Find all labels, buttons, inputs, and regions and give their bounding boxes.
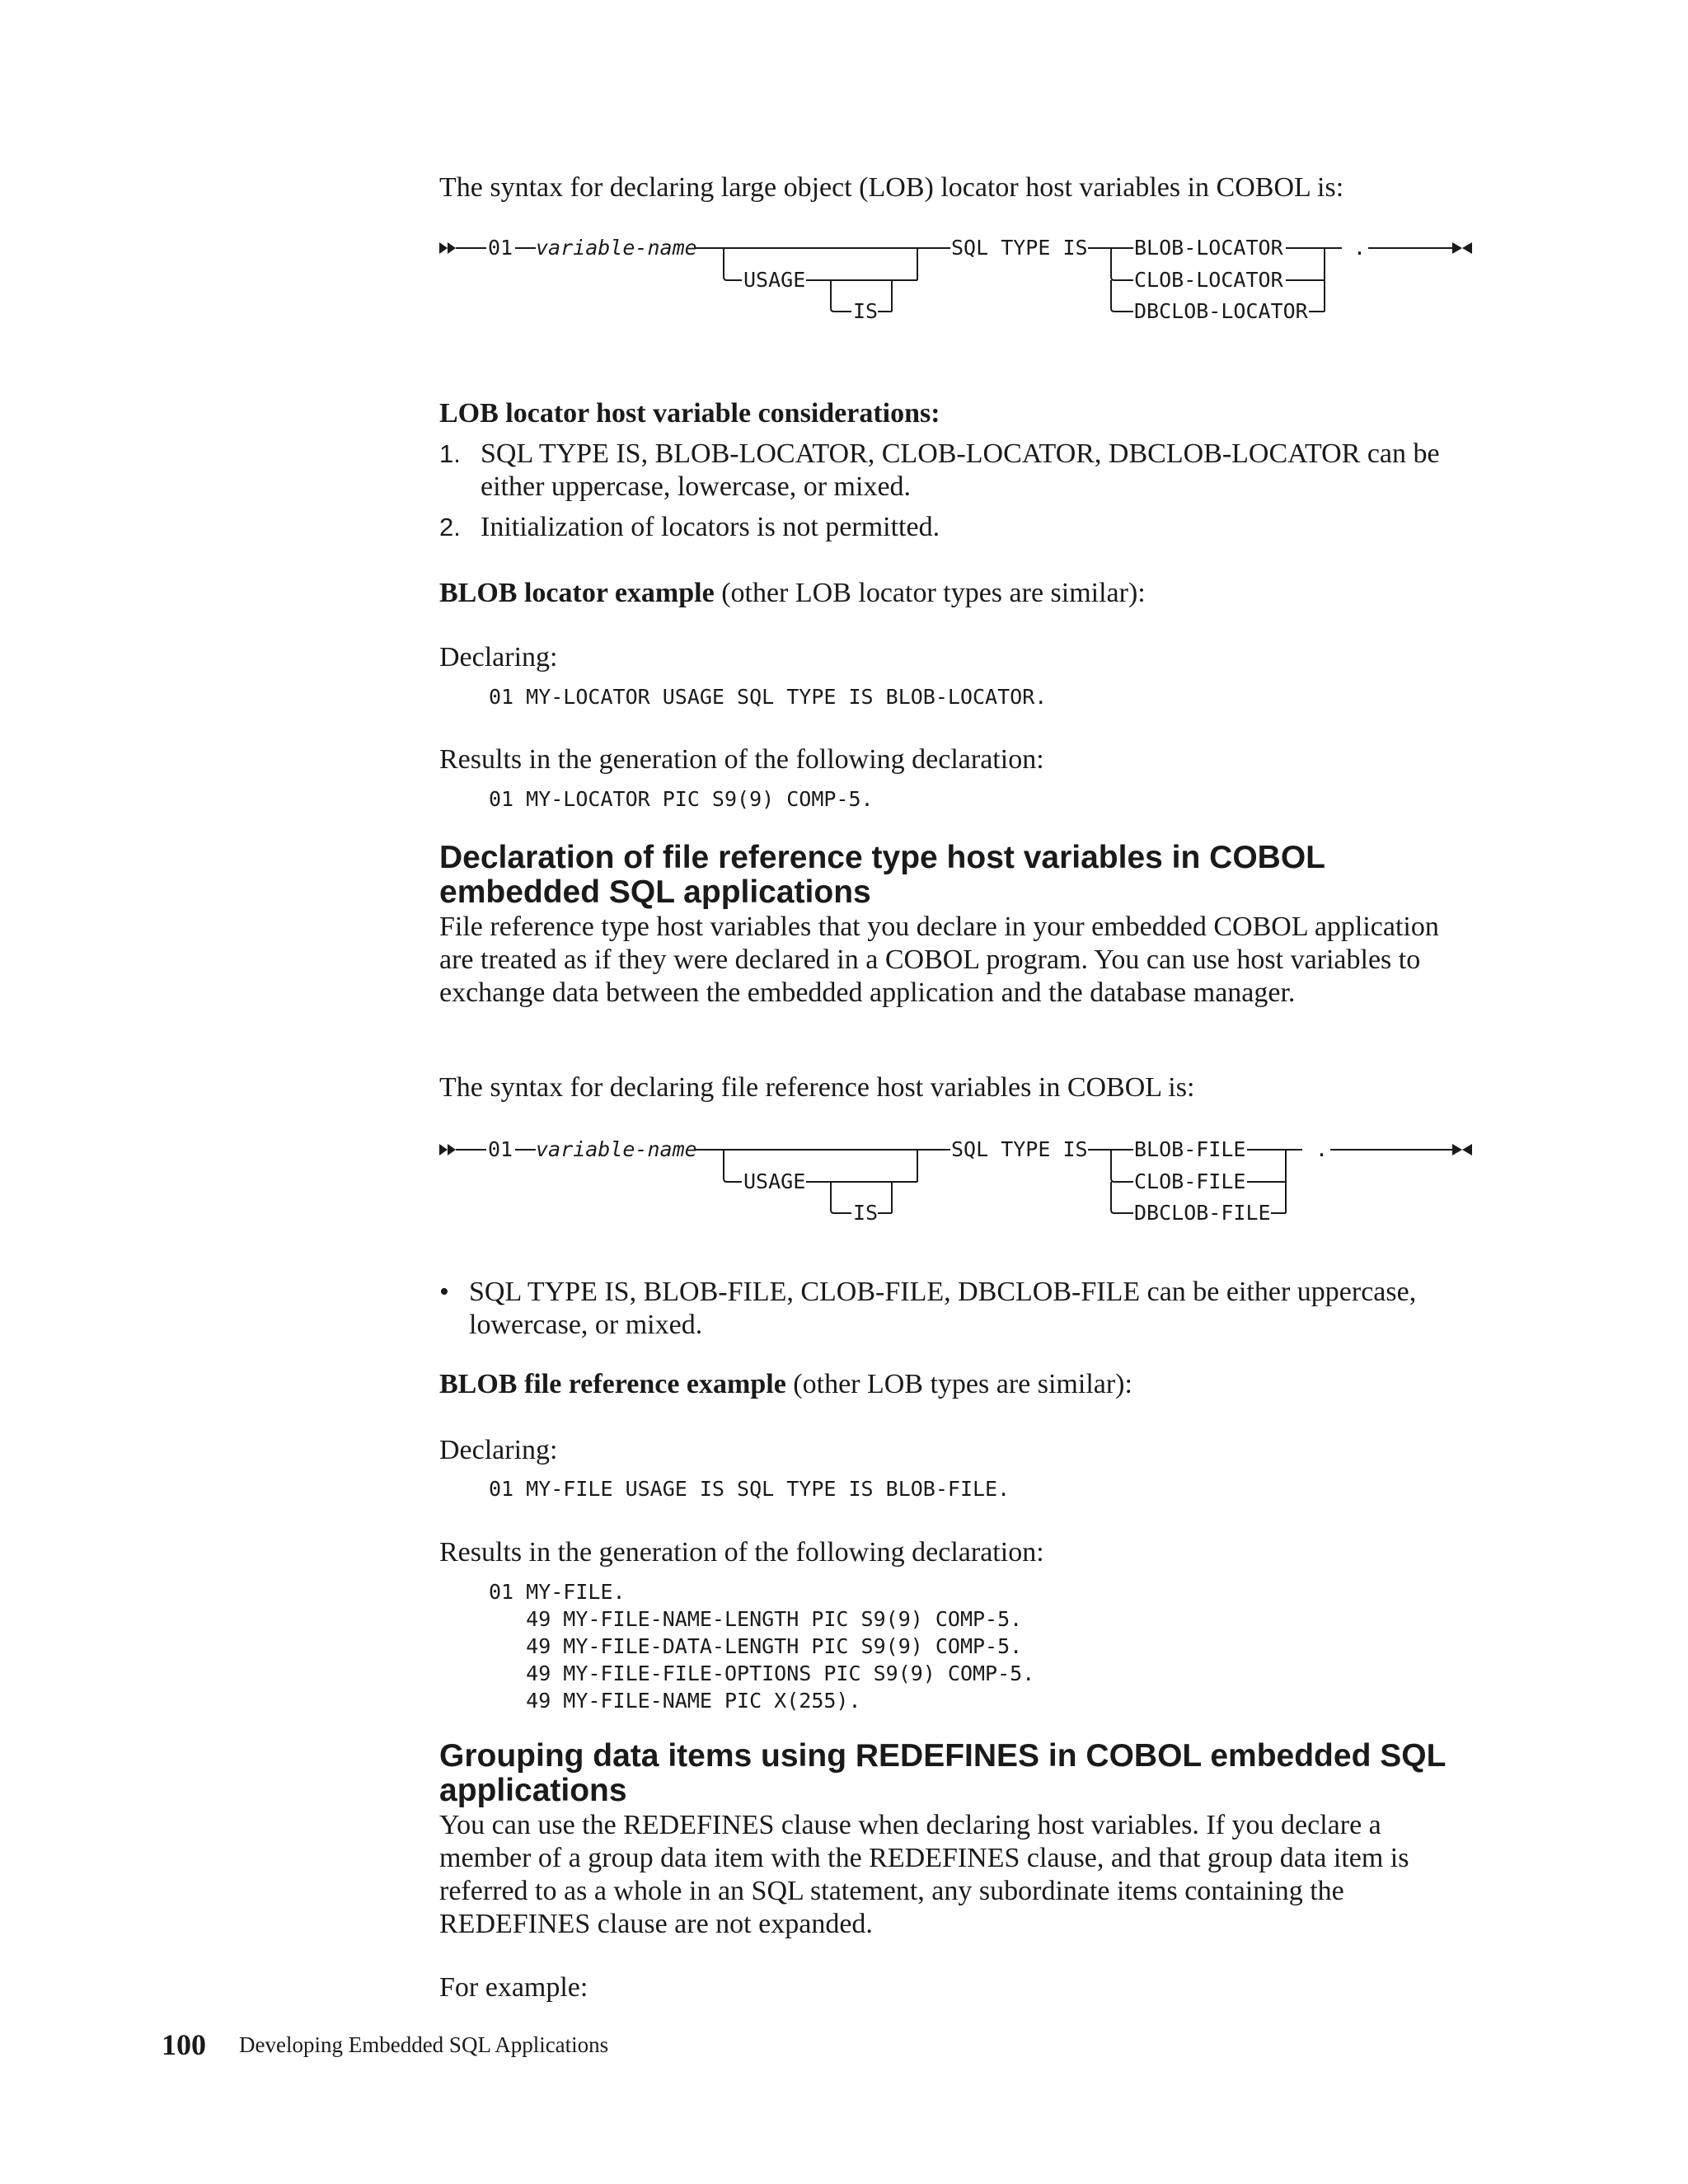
level-number: 01: [488, 239, 513, 260]
level-number: 01: [488, 1141, 513, 1161]
sql-type-is-keyword: SQL TYPE IS: [951, 1141, 1088, 1161]
list-text: SQL TYPE IS, BLOB-LOCATOR, CLOB-LOCATOR, DBCLOB-LOCATOR can be either uppercase, lowercase, or mixed.: [481, 438, 1440, 502]
option-clob-locator: CLOB-LOCATOR: [1134, 268, 1283, 292]
list-number: 1.: [439, 439, 461, 468]
redefines-body: You can use the REDEFINES clause when declaring host variables. If you declare a member of a group data item with the REDEFINES clause, and that group data item is referred to as a whole in an SQL statement, any subordinate items containing the REDEFINES clause are not expanded.: [439, 1810, 1409, 1939]
usage-keyword: USAGE: [743, 1169, 806, 1193]
for-example-label: For example:: [439, 1972, 588, 2003]
diagram-end-arrow-icon: [1452, 1144, 1472, 1155]
variable-name: variable-name: [536, 239, 697, 260]
section-heading-redefines: Grouping data items using REDEFINES in COBOL embedded SQL applications: [439, 1738, 1446, 1808]
is-keyword: IS: [853, 1201, 879, 1225]
usage-keyword: USAGE: [743, 268, 806, 292]
results-label: Results in the generation of the following declaration:: [439, 744, 1044, 775]
terminating-period: .: [1353, 239, 1367, 260]
declaring-label: Declaring:: [439, 1435, 558, 1465]
code-declaring-file: 01 MY-FILE USAGE IS SQL TYPE IS BLOB-FILE.: [489, 1477, 1010, 1501]
bullet-text: SQL TYPE IS, BLOB-FILE, CLOB-FILE, DBCLOB-FILE can be either uppercase, lowercase, or mixed.: [469, 1277, 1417, 1340]
option-blob-locator: BLOB-LOCATOR: [1134, 239, 1283, 260]
book-title: Developing Embedded SQL Applications: [239, 2032, 609, 2057]
file-syntax-intro: The syntax for declaring file reference host variables in COBOL is:: [439, 1072, 1195, 1103]
declaring-label: Declaring:: [439, 642, 558, 673]
file-reference-body: File reference type host variables that you declare in your embedded COBOL application are treated as if they were declared in a COBOL program. You can use host variables to exchange data between the embedded application and the database manager.: [439, 912, 1439, 1008]
file-syntax-diagram: [437, 1141, 1484, 1231]
results-label: Results in the generation of the following declaration:: [439, 1537, 1044, 1568]
bullet-item: [439, 1276, 1478, 1342]
is-keyword: IS: [853, 299, 879, 323]
terminating-period: .: [1315, 1141, 1329, 1161]
diagram-end-arrow-icon: [1452, 242, 1472, 254]
option-blob-file: BLOB-FILE: [1134, 1141, 1246, 1161]
file-example-heading: BLOB file reference example (other LOB types are similar):: [439, 1369, 1132, 1399]
code-declaring-locator: 01 MY-LOCATOR USAGE SQL TYPE IS BLOB-LOCATOR.: [489, 685, 1048, 709]
section-heading-file-reference: Declaration of file reference type host variables in COBOL embedded SQL applications: [439, 840, 1325, 910]
sql-type-is-keyword: SQL TYPE IS: [951, 239, 1088, 260]
list-number: 2.: [439, 513, 461, 541]
option-dbclob-file: DBCLOB-FILE: [1134, 1201, 1271, 1225]
variable-name: variable-name: [536, 1141, 697, 1161]
locator-syntax-diagram: [437, 239, 1484, 330]
locator-syntax-intro: The syntax for declaring large object (LOB) locator host variables in COBOL is:: [439, 172, 1344, 203]
list-text: Initialization of locators is not permitted.: [481, 512, 940, 542]
option-clob-file: CLOB-FILE: [1134, 1169, 1246, 1193]
code-result-file: 01 MY-FILE. 49 MY-FILE-NAME-LENGTH PIC S9(9) COMP-5. 49 MY-FILE-DATA-LENGTH PIC S9(9) COMP-5. 49 MY-FILE-FILE-OPTIONS PIC S9(9) COMP-5. 49 MY-FILE-NAME PIC X(255).: [489, 1580, 1035, 1713]
diagram-start-arrow-icon: [439, 1144, 456, 1155]
locator-example-heading: BLOB locator example (other LOB locator types are similar):: [439, 578, 1146, 608]
considerations-heading: LOB locator host variable considerations:: [439, 398, 940, 429]
list-item: [439, 438, 1478, 504]
option-dbclob-locator: DBCLOB-LOCATOR: [1134, 299, 1308, 323]
page-number: 100: [162, 2028, 206, 2061]
diagram-start-arrow-icon: [439, 242, 456, 254]
list-item: [439, 511, 1478, 544]
bullet-icon: •: [439, 1277, 449, 1307]
code-result-locator: 01 MY-LOCATOR PIC S9(9) COMP-5.: [489, 787, 874, 811]
